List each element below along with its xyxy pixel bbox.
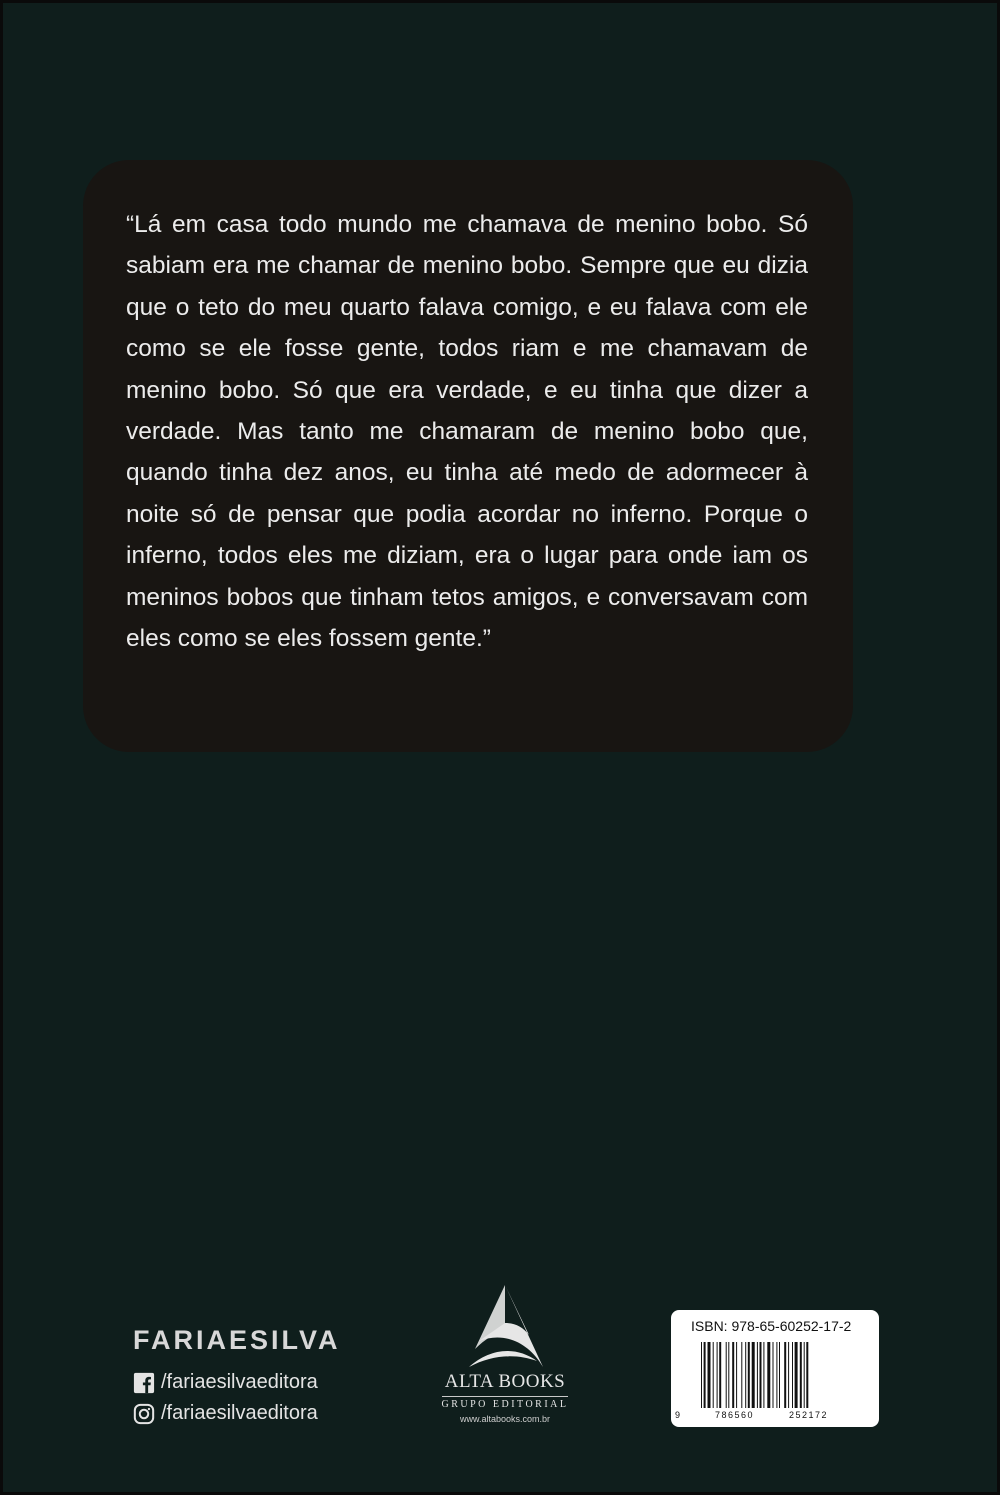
barcode-bars (701, 1342, 851, 1410)
barcode-bar (792, 1342, 793, 1408)
alta-books-logo (431, 1283, 579, 1424)
barcode-bar (741, 1342, 742, 1408)
isbn-label: ISBN: 978-65-60252-17-2 (691, 1318, 852, 1334)
barcode-bar (795, 1342, 798, 1408)
barcode-digits-right: 252172 (789, 1410, 829, 1420)
barcode-bar (719, 1342, 721, 1408)
barcode-bar (760, 1342, 762, 1408)
barcode-bar (806, 1342, 808, 1408)
publisher-block (133, 1325, 341, 1429)
instagram-handle: /fariaesilvaeditora (161, 1402, 318, 1424)
barcode-bar (726, 1342, 727, 1408)
alta-divider (442, 1396, 568, 1397)
barcode-bar (763, 1342, 764, 1408)
barcode-bar (804, 1342, 805, 1408)
facebook-handle: /fariaesilvaeditora (161, 1371, 318, 1393)
barcode-bar (745, 1342, 746, 1408)
alta-url: www.altabooks.com.br (459, 1414, 551, 1424)
barcode-bar (713, 1342, 714, 1408)
barcode-bar (701, 1342, 702, 1408)
barcode-bar (708, 1342, 711, 1408)
quote-text: “Lá em casa todo mundo me chamava de menino bobo. Só sabiam era me chamar de menino bobo. Sempre que eu dizia que o teto do meu quarto falava comigo, e eu falava com ele como se ele fosse gente, todos riam e me chamavam de menino bobo. Só que era verdade, e eu tinha que dizer a verdade. Mas tanto me chamaram de menino bobo que, quando tinha dez anos, eu tinha até medo de adormecer à noite só de pensar que podia acordar no inferno. Porque o inferno, todos eles me diziam, era o lugar para onde iam os meninos bobos que tinham tetos amigos, e conversavam com eles como se eles fossem gente.” (126, 211, 808, 653)
barcode-bar (767, 1342, 770, 1408)
alta-subtitle: GRUPO EDITORIAL (441, 1399, 569, 1410)
barcode-bar (784, 1342, 786, 1408)
quote-box (83, 160, 853, 752)
alta-books-name: ALTA BOOKS (444, 1371, 566, 1392)
facebook-link[interactable] (133, 1367, 341, 1398)
barcode-box (671, 1310, 879, 1427)
barcode-bar (752, 1342, 755, 1408)
barcode-bar (732, 1342, 734, 1408)
barcode-bar (717, 1342, 718, 1408)
barcode-bar (773, 1342, 774, 1408)
facebook-icon (133, 1372, 155, 1394)
barcode-digits-left: 786560 (715, 1410, 755, 1420)
barcode-bar (748, 1342, 750, 1408)
instagram-icon (133, 1403, 155, 1425)
instagram-link[interactable] (133, 1398, 341, 1429)
barcode-bar (788, 1342, 789, 1408)
barcode-bar (779, 1342, 780, 1408)
barcode-bar (800, 1342, 802, 1408)
barcode-bar (776, 1342, 777, 1408)
barcode-bar (728, 1342, 729, 1408)
alta-books-mark-icon (465, 1283, 545, 1369)
barcode-bar (757, 1342, 758, 1408)
barcode-digit-lead: 9 (675, 1410, 681, 1420)
publisher-logo: FARIAESILVA (133, 1325, 341, 1355)
barcode-bar (704, 1342, 706, 1408)
barcode-bar (736, 1342, 737, 1408)
